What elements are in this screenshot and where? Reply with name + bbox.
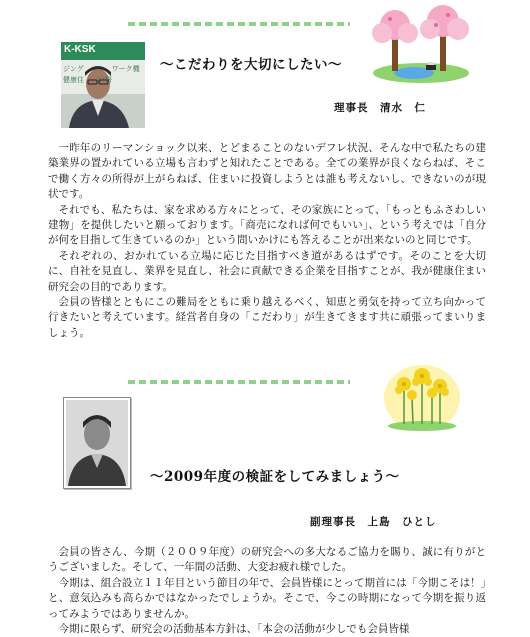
paragraph: それぞれの、おかれている立場に応じた目指すべき道があるはずです。そのことを大切に、自社を見直し、業界を見直し、社会に貢献できる企業を目指すことが、我が健康住まい研究会の目的であります。 <box>48 249 486 293</box>
paragraph: それでも、私たちは、家を求める方々にとって、その家族にとって、「もっともふさわしい建物」を提供したいと願っております。「商売になれば何でもいい」、という考えでは「自分が何を目指して生きているのか」という問いかけにも答えることが出来ないのと同じです。 <box>48 203 486 247</box>
photo-banner-text-2: 健康住 い研 <box>63 76 112 84</box>
section1-body <box>48 141 486 341</box>
top-divider <box>128 22 350 26</box>
photo-sign-text: K-KSK <box>64 44 96 55</box>
section1-title: ～こだわりを大切にしたい～ <box>160 57 342 73</box>
cherry-blossom-illustration <box>370 5 472 85</box>
paragraph: 会員の皆さん、今期（２００９年度）の研究会への多大なるご協力を賜り、誠に有りがとうございました。そして、一年間の活動、大変お疲れ様でした。 <box>48 546 486 574</box>
paragraph: 会員の皆様とともにこの難局をともに乗り越えるべく、知恵と勇気を持って立ち向かって行きたいと考えています。経営者自身の「こだわり」が生きてきます共に頑張ってまいりましょう。 <box>48 296 486 339</box>
section2-title: ～2009年度の検証をしてみましょう～ <box>150 469 400 485</box>
rapeseed-flower-illustration <box>382 362 462 432</box>
section1-author: 理事長 清水 仁 <box>334 102 426 114</box>
section2-author: 副理事長 上島 ひとし <box>310 516 437 528</box>
section2-body <box>48 545 486 637</box>
photo-banner-text: ジング ワーク機 <box>63 65 140 73</box>
paragraph: 一昨年のリーマンショック以来、とどまることのないデフレ状況、そんな中で私たちの建築業界の置かれている立場も言わずと知れたことである。全ての業界が良くならねば、そこで働く方々の所得が上がらねば、住まいに投資しようとは誰も考えないし、できないのが現状です。 <box>48 142 486 201</box>
paragraph: 今期に限らず、研究会の活動基本方針は、「本会の活動が少しでも会員皆様 <box>58 623 410 636</box>
vice-president-photo <box>63 397 131 489</box>
paragraph: 今期は、組合設立１１年目という節目の年で、会員皆様にとって期首には「今期こそは！」と、意気込みも高らかではなかったでしょうか。そこで、今この時期になって今期を振り返ってみようではありませんか。 <box>48 576 486 620</box>
president-photo <box>61 42 145 128</box>
middle-divider <box>128 380 350 384</box>
